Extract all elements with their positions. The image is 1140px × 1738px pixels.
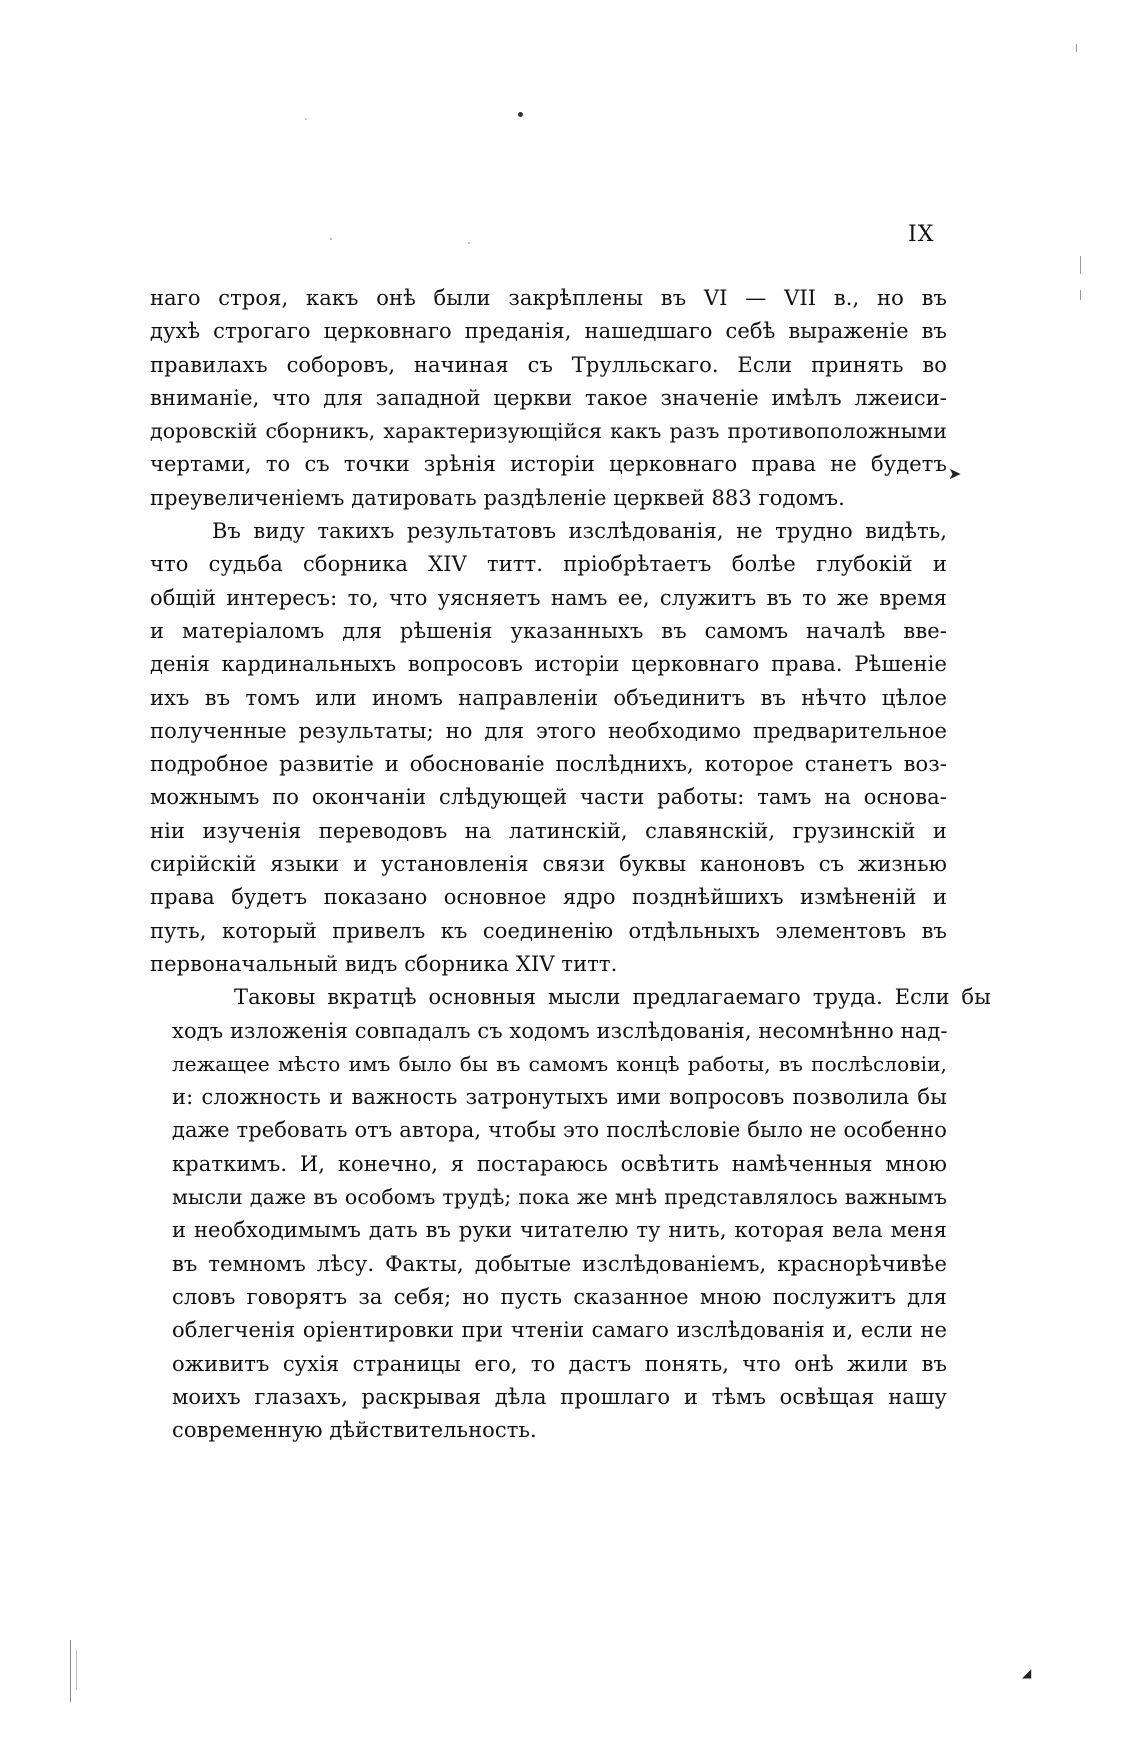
- scan-speck: [305, 118, 307, 120]
- text-line: наго строя, какъ онѣ были закрѣплены въ VI — VII в., но въ: [150, 286, 947, 310]
- scan-speck: [330, 238, 332, 240]
- text-line: современную дѣйствительность.: [172, 1418, 537, 1443]
- text-line: преувеличеніемъ датировать раздѣленіе церквей 883 годомъ.: [150, 485, 845, 510]
- scan-speck: [518, 112, 523, 117]
- scan-speck: [468, 242, 470, 244]
- text-line: моихъ глазахъ, раскрывая дѣла прошлаго и тѣмъ освѣщая нашу: [172, 1384, 947, 1409]
- text-line: и: сложность и важность затронутыхъ ими вопросовъ позволила бы: [172, 1085, 947, 1110]
- paragraph-3: [150, 981, 991, 1447]
- text-line: что судьба сборника XIV титт. пріобрѣтаетъ болѣе глубокій и: [150, 552, 947, 577]
- text-line: права будетъ показано основное ядро позднѣйшихъ измѣненій и: [150, 885, 947, 910]
- text-line: и матеріаломъ для рѣшенія указанныхъ въ самомъ началѣ вве-: [150, 618, 947, 643]
- text-line: сирійскій языки и установленія связи буквы каноновъ съ жизнью: [150, 852, 947, 877]
- text-line: денія кардинальныхъ вопросовъ исторіи церковнаго права. Рѣшеніе: [150, 652, 947, 677]
- paragraph-2: [150, 515, 947, 981]
- text-line: Въ виду такихъ результатовъ изслѣдованія, не трудно видѣть,: [212, 519, 947, 544]
- text-line: первоначальный видъ сборника XIV титт.: [150, 951, 618, 976]
- text-line: словъ говорятъ за себя; но пусть сказанное мною послужитъ для: [172, 1284, 947, 1309]
- text-line: чертами, то съ точки зрѣнія исторіи церковнаго права не будетъ: [150, 452, 947, 477]
- text-line: Таковы вкратцѣ основныя мысли предлагаемаго труда. Если бы: [234, 985, 991, 1010]
- text-line: путь, который привелъ къ соединенію отдѣльныхъ элементовъ въ: [150, 918, 947, 943]
- text-line: общій интересъ: то, что уясняетъ намъ ее, служитъ въ то же время: [150, 585, 947, 610]
- text-line: подробное развитіе и обоснованіе послѣднихъ, которое станетъ воз-: [150, 752, 947, 777]
- text-line: лежащее мѣсто имъ было бы въ самомъ концѣ работы, въ послѣсловіи,: [172, 1051, 947, 1076]
- scan-edge-mark: [1080, 256, 1081, 274]
- text-line: краткимъ. И, конечно, я постараюсь освѣтить намѣченныя мною: [172, 1151, 947, 1176]
- text-line: ніи изученія переводовъ на латинскій, славянскій, грузинскій и: [150, 818, 947, 843]
- text-line: оживитъ сухія страницы его, то дастъ понять, что онѣ жили въ: [172, 1351, 947, 1376]
- corner-mark-icon: ◢: [1022, 1666, 1032, 1680]
- text-line: вниманіе, что для западной церкви такое значеніе имѣлъ лжеиси-: [150, 385, 947, 410]
- text-line: облегченія оріентировки при чтеніи самаго изслѣдованія и, если не: [172, 1318, 947, 1343]
- text-line: ихъ въ томъ или иномъ направленіи объединитъ въ нѣчто цѣлое: [150, 685, 947, 710]
- scan-edge-mark: [1080, 290, 1081, 300]
- text-line: ходъ изложенія совпадалъ съ ходомъ изслѣдованія, несомнѣнно над-: [172, 1018, 948, 1043]
- text-line: правилахъ соборовъ, начиная съ Трулльскаго. Если принять во: [150, 352, 947, 377]
- scan-edge-mark: [76, 1650, 77, 1690]
- scan-edge-mark: [70, 1640, 71, 1702]
- scan-edge-mark: [1076, 44, 1077, 52]
- margin-arrow-icon: ➤: [948, 464, 962, 483]
- text-line: духѣ строгаго церковнаго преданія, нашедшаго себѣ выраженіе въ: [150, 319, 947, 344]
- text-line: доровскій сборникъ, характеризующійся какъ разъ противоположными: [150, 419, 947, 444]
- text-line: полученные результаты; но для этого необходимо предварительное: [150, 718, 947, 743]
- page-number: IX: [908, 222, 935, 247]
- text-line: и необходимымъ дать въ руки читателю ту нить, которая вела меня: [172, 1218, 947, 1243]
- text-line: можнымъ по окончаніи слѣдующей части работы: тамъ на основа-: [150, 785, 947, 810]
- text-line: мысли даже въ особомъ трудѣ; пока же мнѣ представлялось важнымъ: [172, 1185, 947, 1210]
- text-line: въ темномъ лѣсу. Факты, добытые изслѣдованіемъ, краснорѣчивѣе: [172, 1251, 947, 1276]
- paragraph-1: [150, 282, 947, 515]
- body-text: [150, 282, 991, 1447]
- text-line: даже требовать отъ автора, чтобы это послѣсловіе было не особенно: [172, 1118, 947, 1143]
